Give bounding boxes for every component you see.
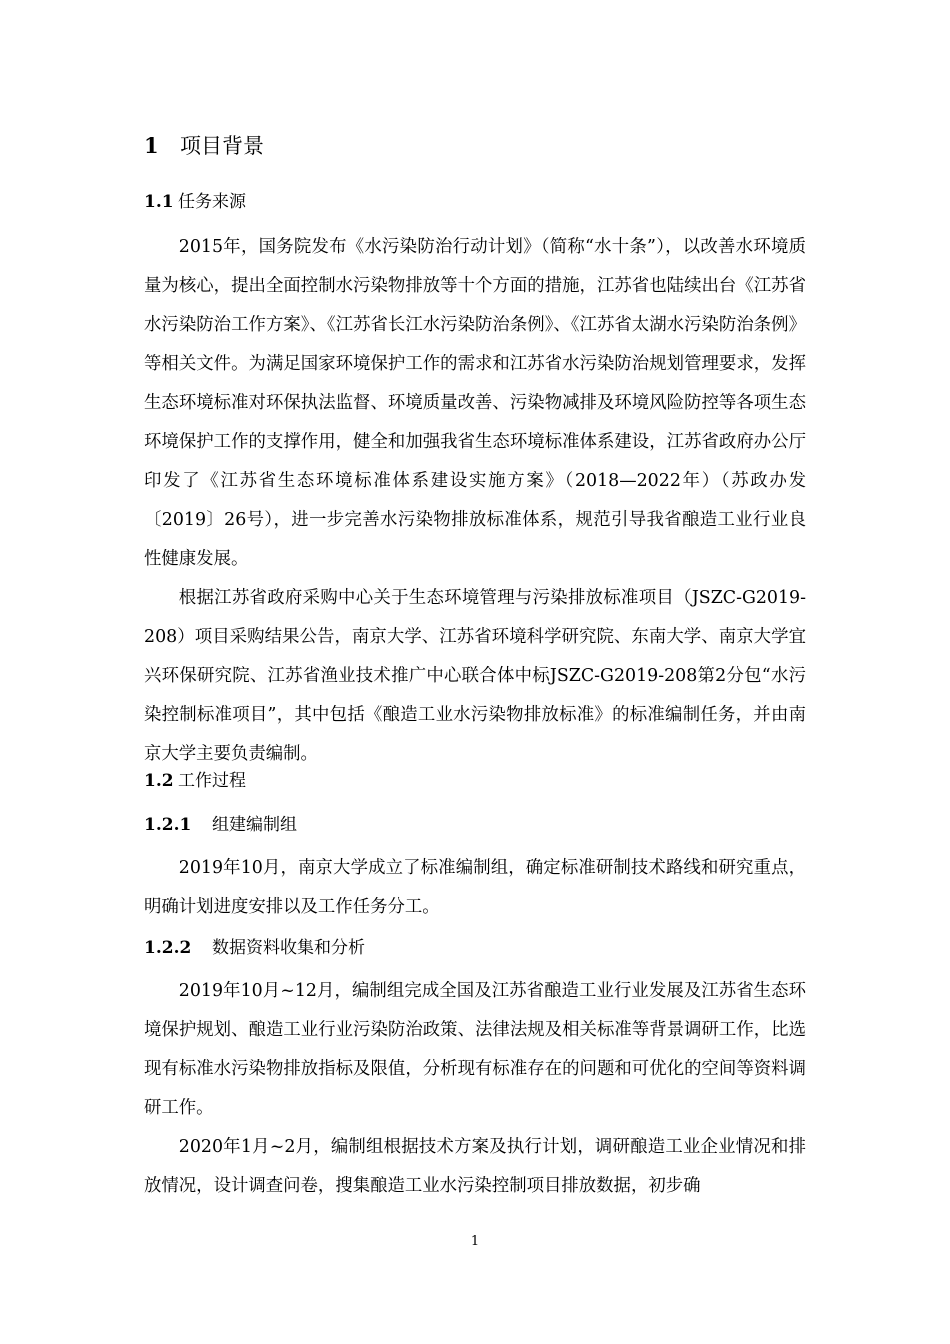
section-title: 任务来源: [178, 192, 246, 212]
subsection-title: 组建编制组: [212, 815, 297, 835]
subsection-number: 1.2.1: [144, 815, 192, 835]
subsection-heading-1-2-1: [144, 812, 297, 838]
subsection-heading-1-2-2: [144, 935, 365, 961]
section-heading-1-2: [144, 768, 246, 794]
page-number: 1: [470, 1234, 480, 1249]
chapter-number: 1: [144, 133, 159, 158]
chapter-title: 项目背景: [180, 134, 264, 158]
subsection-title: 数据资料收集和分析: [212, 938, 365, 958]
section-title: 工作过程: [178, 771, 246, 791]
paragraph-data-collection-1: 2019年10月~12月，编制组完成全国及江苏省酿造工业行业发展及江苏省生态环境保护规划、酿造工业行业污染防治政策、法律法规及相关标准等背景调研工作，比选现有标准水污染物排放指标及限值，分析现有标准存在的问题和可优化的空间等资料调研工作。: [144, 981, 806, 1118]
paragraph-team-setup: 2019年10月，南京大学成立了标准编制组，确定标准研制技术路线和研究重点，明确计划进度安排以及工作任务分工。: [144, 858, 806, 917]
paragraph-task-source-2: 根据江苏省政府采购中心关于生态环境管理与污染排放标准项目（JSZC-G2019-208）项目采购结果公告，南京大学、江苏省环境科学研究院、东南大学、南京大学宜兴环保研究院、江苏省渔业技术推广中心联合体中标JSZC-G2019-208第2分包“水污染控制标准项目”，其中包括《酿造工业水污染物排放标准》的标准编制任务，并由南京大学主要负责编制。: [144, 588, 806, 764]
paragraph-task-source-1: 2015年，国务院发布《水污染防治行动计划》（简称“水十条”），以改善水环境质量为核心，提出全面控制水污染物排放等十个方面的措施，江苏省也陆续出台《江苏省水污染防治工作方案》、《江苏省长江水污染防治条例》、《江苏省太湖水污染防治条例》等相关文件。为满足国家环境保护工作的需求和江苏省水污染防治规划管理要求，发挥生态环境标准对环保执法监督、环境质量改善、污染物减排及环境风险防控等各项生态环境保护工作的支撑作用，健全和加强我省生态环境标准体系建设，江苏省政府办公厅印发了《江苏省生态环境标准体系建设实施方案》（2018—2022年）（苏政办发〔2019〕26号），进一步完善水污染物排放标准体系，规范引导我省酿造工业行业良性健康发展。: [144, 237, 806, 569]
paragraph-data-collection-2: 2020年1月~2月，编制组根据技术方案及执行计划，调研酿造工业企业情况和排放情况，设计调查问卷，搜集酿造工业水污染控制项目排放数据，初步确: [144, 1137, 806, 1196]
section-number: 1.1: [144, 192, 174, 212]
section-number: 1.2: [144, 771, 174, 791]
chapter-heading: [144, 131, 264, 161]
section-heading-1-1: [144, 189, 246, 215]
subsection-number: 1.2.2: [144, 938, 192, 958]
